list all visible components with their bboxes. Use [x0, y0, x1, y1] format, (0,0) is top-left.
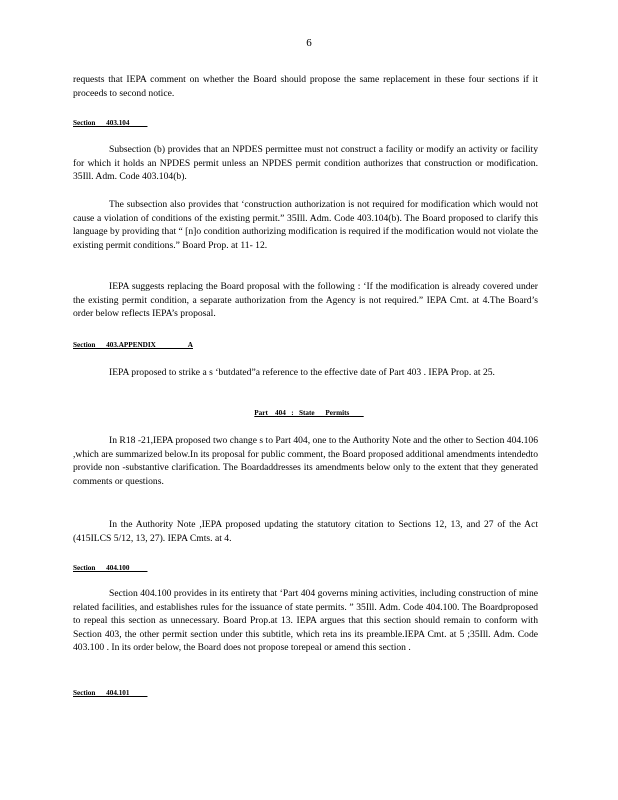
part-heading-404-text: Part 404 : State Permits [254, 409, 364, 417]
paragraph-iepa-strike: IEPA proposed to strike a s ‘butdated”a reference to the effective date of Part 403 . IEPA Prop. at 25. [109, 367, 495, 378]
section-heading-404-100: Section 404.100 [73, 564, 148, 572]
page-number: 6 [306, 37, 312, 49]
paragraph-section-404-100: Section 404.100 provides in its entirety that ‘Part 404 governs mining activities, including construction of mine related facilities, and establishes rules for the issuance of state permits. ” 35Ill. Adm. Code 404.100. The Boardproposed to repeal this section as unnecessary. Board Prop.at 13. IEPA argues that this section should remain to conform with Section 403, the other permit section under this subtitle, which reta ins its preamble.IEPA Cmt. at 5 ;35Ill. Adm. Code 403.100 . In its order below, the Board does not propose torepeal or amend this section . [73, 588, 538, 653]
section-heading-403-appendix: Section 403.APPENDIX A [73, 341, 193, 349]
part-heading-404 [0, 408, 618, 418]
paragraph-continuation: requests that IEPA comment on whether the Board should propose the same replacement in these four sections if it proceeds to second notice. [73, 74, 538, 99]
paragraph-r18-21: In R18 -21,IEPA proposed two change s to Part 404, one to the Authority Note and the other to Section 404.106 ,which are summarized below.In its proposal for public comment, the Board proposed additional amendments intendedto provide non -substantive clarification. The Boardaddresses its amendments below only to the extent that they generated comments or questions. [73, 435, 538, 487]
paragraph-authority-note: In the Authority Note ,IEPA proposed updating the statutory citation to Sections 12, 13, and 27 of the Act (415ILCS 5/12, 13, 27). IEPA Cmts. at 4. [73, 519, 538, 544]
section-heading-403-104: Section 403.104 [73, 119, 148, 127]
section-heading-404-101: Section 404.101 [73, 689, 148, 697]
paragraph-subsection-also: The subsection also provides that ‘construction authorization is not required for modification which would not cause a violation of conditions of the existing permit.” 35Ill. Adm. Code 403.104(b). The Board proposed to clarify this language by providing that “ [n]o condition authorizing modification is required if the modification would not violate the existing permit conditions.” Board Prop. at 11- 12. [73, 199, 538, 251]
paragraph-iepa-suggests: IEPA suggests replacing the Board proposal with the following : ‘If the modification is already covered under the existing permit condition, a separate authorization from the Agency is not required.” IEPA Cmt. at 4.The Board’s order below reflects IEPA’s proposal. [73, 281, 538, 319]
paragraph-subsection-b: Subsection (b) provides that an NPDES permittee must not construct a facility or modify an activity or facility for which it holds an NPDES permit unless an NPDES permit condition authorizes that construction or modification. 35Ill. Adm. Code 403.104(b). [73, 144, 538, 182]
